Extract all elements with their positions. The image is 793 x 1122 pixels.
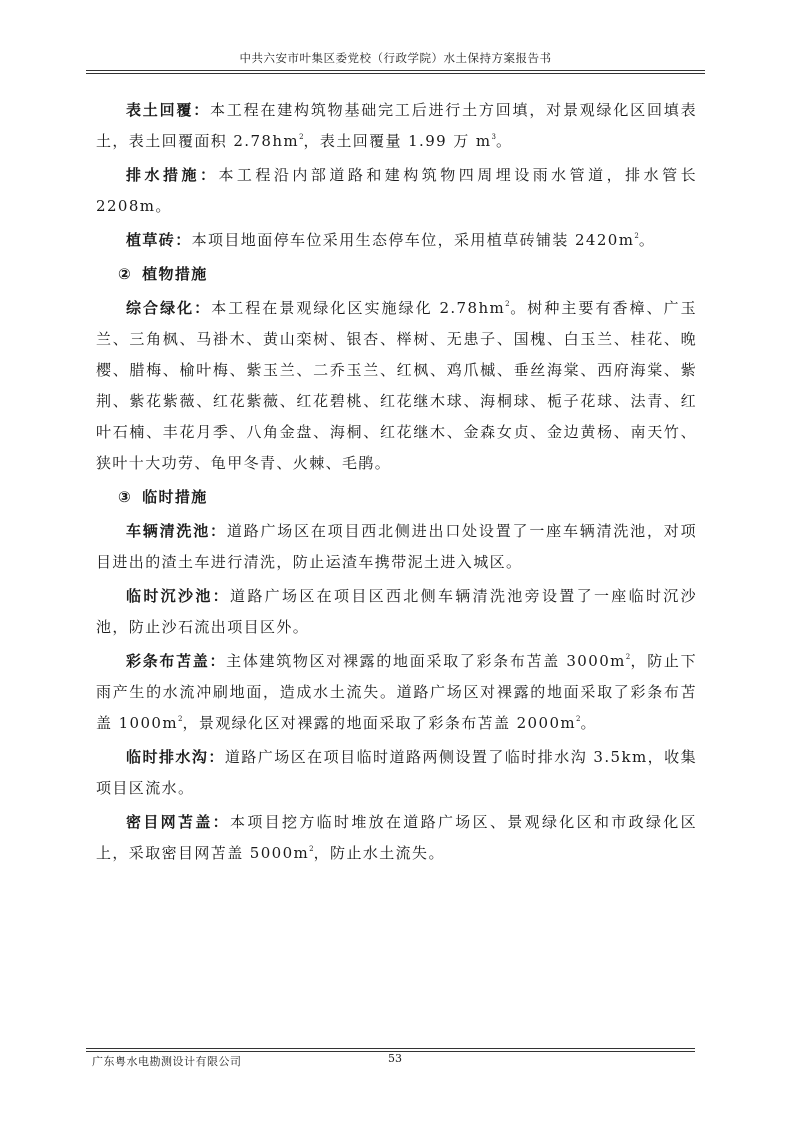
page-header: 中共六安市叶集区委党校（行政学院）水土保持方案报告书 <box>239 51 552 65</box>
section-number: ③ <box>118 488 133 506</box>
superscript: 2 <box>625 653 631 661</box>
superscript: 2 <box>177 715 183 723</box>
paragraph-mesh-cover <box>96 807 697 869</box>
superscript: 2 <box>576 715 581 723</box>
superscript: 2 <box>309 845 314 853</box>
paragraph-text: ，表土回覆量 1.99 万 m <box>303 132 492 150</box>
paragraph-text: 本工程在建构筑物基础完工后进行土方回填，对景观绿化区回填表土，表土回覆面积 2.78hm <box>96 101 697 150</box>
paragraph-drainage <box>96 160 697 222</box>
footer-rule <box>86 1048 695 1049</box>
term-label: 彩条布苫盖： <box>126 652 227 670</box>
paragraph-topsoil-restoration <box>96 95 697 157</box>
paragraph-text: 道路广场区在项目西北侧进出口处设置了一座车辆清洗池，对项目进出的渣土车进行清洗，防止运渣车携带泥土进入城区。 <box>96 522 698 571</box>
section-heading-temporary-measures <box>96 482 697 513</box>
term-label: 排水措施： <box>126 166 219 184</box>
paragraph-grass-brick <box>96 225 697 256</box>
paragraph-text: 本工程沿内部道路和建构筑物四周埋设雨水管道，排水管长 2208m。 <box>96 166 697 215</box>
paragraph-tarp-cover <box>96 646 697 739</box>
paragraph-greening <box>96 293 697 479</box>
superscript: 2 <box>299 133 304 141</box>
paragraph-text: ，景观绿化区对裸露的地面采取了彩条布苫盖 2000m <box>182 714 577 732</box>
paragraph-temp-drain-ditch <box>96 742 697 804</box>
header-rule-double <box>86 73 705 74</box>
term-label: 车辆清洗池： <box>126 522 227 540</box>
paragraph-text: 。树种主要有香樟、广玉兰、三角枫、马褂木、黄山栾树、银杏、榉树、无患子、国槐、白玉兰、桂花、晚樱、腊梅、榆叶梅、紫玉兰、二乔玉兰、红枫、鸡爪槭、垂丝海棠、西府海棠、紫荆、紫花紫薇、红花紫薇、红花碧桃、红花继木球、海桐球、栀子花球、法青、红叶石楠、丰花月季、八角金盘、海桐、红花继木、金森女贞、金边黄杨、南天竹、狭叶十大功劳、龟甲冬青、火棘、毛鹃。 <box>96 299 697 472</box>
section-number: ② <box>118 265 133 283</box>
paragraph-text: ，防止水土流失。 <box>313 844 445 862</box>
term-label: 临时排水沟： <box>126 748 225 766</box>
paragraph-sediment-basin <box>96 581 697 643</box>
term-label: 密目网苫盖： <box>126 813 230 831</box>
term-label: 植草砖： <box>126 231 192 249</box>
section-title: 临时措施 <box>142 488 208 506</box>
document-body <box>96 95 697 872</box>
paragraph-text: 本工程在景观绿化区实施绿化 2.78hm <box>211 299 506 317</box>
term-label: 表土回覆： <box>126 101 211 119</box>
paragraph-text: 本项目地面停车位采用生态停车位，采用植草砖铺装 2420m <box>191 231 635 249</box>
superscript: 2 <box>505 300 510 308</box>
header-rule <box>86 70 705 71</box>
section-heading-plant-measures <box>96 259 697 290</box>
paragraph-text: 。 <box>580 714 597 732</box>
paragraph-text: 。 <box>495 132 513 150</box>
term-label: 综合绿化： <box>126 299 212 317</box>
superscript: 2 <box>634 232 639 240</box>
paragraph-text: 主体建筑物区对裸露的地面采取了彩条布苫盖 3000m <box>226 652 626 670</box>
paragraph-text: 道路广场区在项目区西北侧车辆清洗池旁设置了一座临时沉沙池，防止沙石流出项目区外。 <box>96 587 697 636</box>
paragraph-text: 道路广场区在项目临时道路两侧设置了临时排水沟 3.5km，收集项目区流水。 <box>96 748 697 797</box>
footer-company: 广东粤水电勘测设计有限公司 <box>92 1055 242 1068</box>
paragraph-vehicle-wash <box>96 516 697 578</box>
section-title: 植物措施 <box>142 265 208 283</box>
superscript: 3 <box>491 133 496 141</box>
term-label: 临时沉沙池： <box>126 587 230 605</box>
paragraph-text: ，防止下雨产生的水流冲刷地面，造成水土流失。道路广场区对裸露的地面采取了彩条布苫盖 1000m <box>96 652 697 732</box>
paragraph-text: 。 <box>638 231 656 249</box>
page-number: 53 <box>388 1052 402 1065</box>
paragraph-text: 本项目挖方临时堆放在道路广场区、景观绿化区和市政绿化区上，采取密目网苫盖 5000m <box>96 813 697 862</box>
